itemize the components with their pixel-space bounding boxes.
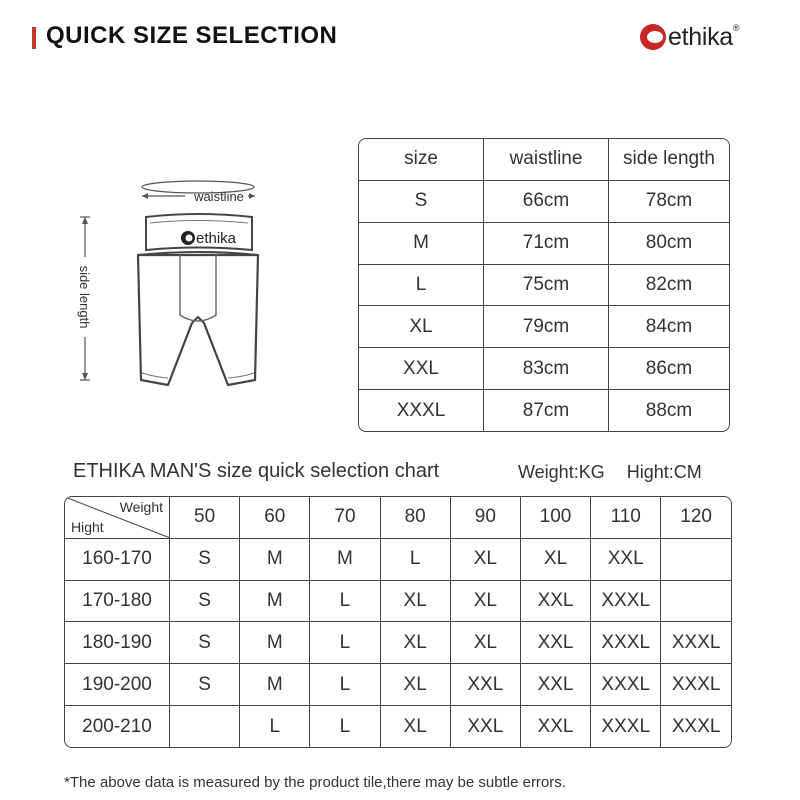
- size-recommendation-cell: L: [240, 706, 310, 747]
- size-recommendation-cell: M: [240, 664, 310, 706]
- header-accent-bar: [32, 27, 36, 49]
- table-row: [65, 664, 731, 706]
- side-length-cell: 78cm: [609, 180, 730, 222]
- size-recommendation-cell: [661, 538, 731, 580]
- table-row: [359, 264, 729, 306]
- height-range-cell: 200-210: [65, 706, 170, 747]
- size-recommendation-cell: XXXL: [661, 622, 731, 664]
- product-diagram: [70, 175, 320, 390]
- size-recommendation-cell: XXL: [520, 622, 590, 664]
- waistband-logo-text: ethika: [196, 230, 237, 247]
- weight-header: 100: [520, 497, 590, 538]
- size-recommendation-cell: L: [310, 664, 380, 706]
- size-recommendation-cell: S: [170, 622, 240, 664]
- size-recommendation-cell: XXL: [450, 664, 520, 706]
- size-recommendation-cell: S: [170, 664, 240, 706]
- column-header: waistline: [484, 139, 609, 180]
- corner-header-cell: [65, 497, 170, 538]
- weight-header: 120: [661, 497, 731, 538]
- size-recommendation-cell: XXL: [520, 580, 590, 622]
- size-recommendation-cell: M: [240, 622, 310, 664]
- quick-selection-table: [64, 496, 732, 748]
- size-recommendation-cell: L: [310, 580, 380, 622]
- size-recommendation-cell: L: [380, 538, 450, 580]
- table-row: [359, 348, 729, 390]
- side-length-cell: 80cm: [609, 222, 730, 264]
- size-cell: XXL: [359, 348, 484, 390]
- corner-weight-label: Weight: [119, 499, 163, 515]
- column-header: side length: [609, 139, 730, 180]
- size-recommendation-cell: XL: [380, 580, 450, 622]
- table-header-row: [65, 497, 731, 538]
- size-recommendation-cell: S: [170, 580, 240, 622]
- brand-logo: [640, 20, 739, 54]
- size-cell: M: [359, 222, 484, 264]
- size-recommendation-cell: XXXL: [591, 664, 661, 706]
- table-row: [359, 306, 729, 348]
- units-legend: [518, 462, 724, 483]
- table-row: [65, 580, 731, 622]
- table-row: [359, 222, 729, 264]
- size-recommendation-cell: XXXL: [661, 706, 731, 747]
- size-recommendation-cell: XXXL: [591, 622, 661, 664]
- corner-hight-label: Hight: [71, 518, 104, 535]
- size-recommendation-cell: XL: [380, 622, 450, 664]
- logo-text: ethika®: [668, 22, 740, 51]
- weight-unit-label: Weight:KG: [518, 462, 605, 482]
- table-row: [359, 390, 729, 431]
- height-range-cell: 170-180: [65, 580, 170, 622]
- size-measurement-table: [358, 138, 730, 432]
- weight-header: 60: [240, 497, 310, 538]
- size-recommendation-cell: XXL: [450, 706, 520, 747]
- side-length-cell: 82cm: [609, 264, 730, 306]
- size-recommendation-cell: XL: [380, 664, 450, 706]
- size-recommendation-cell: M: [240, 538, 310, 580]
- size-recommendation-cell: XXL: [520, 664, 590, 706]
- size-recommendation-cell: L: [310, 706, 380, 747]
- weight-header: 110: [591, 497, 661, 538]
- weight-header: 90: [450, 497, 520, 538]
- table-header-row: [359, 139, 729, 180]
- weight-header: 50: [170, 497, 240, 538]
- boxer-brief-illustration: [70, 175, 320, 390]
- weight-header: 70: [310, 497, 380, 538]
- size-recommendation-cell: [170, 706, 240, 747]
- waistline-label: waistline: [194, 189, 244, 204]
- table-row: [65, 622, 731, 664]
- side-length-label: side length: [77, 265, 92, 329]
- waistline-cell: 87cm: [484, 390, 609, 431]
- waistline-cell: 75cm: [484, 264, 609, 306]
- column-header: size: [359, 139, 484, 180]
- size-recommendation-cell: M: [240, 580, 310, 622]
- waistline-cell: 83cm: [484, 348, 609, 390]
- height-range-cell: 190-200: [65, 664, 170, 706]
- size-recommendation-cell: XL: [450, 622, 520, 664]
- height-range-cell: 160-170: [65, 538, 170, 580]
- size-cell: L: [359, 264, 484, 306]
- waistline-cell: 66cm: [484, 180, 609, 222]
- page-title: QUICK SIZE SELECTION: [46, 22, 338, 49]
- size-recommendation-cell: L: [310, 622, 380, 664]
- size-cell: XXXL: [359, 390, 484, 431]
- waistline-cell: 79cm: [484, 306, 609, 348]
- size-recommendation-cell: XL: [380, 706, 450, 747]
- side-length-cell: 84cm: [609, 306, 730, 348]
- quick-chart-title: ETHIKA MAN'S size quick selection chart: [73, 460, 440, 482]
- size-recommendation-cell: XXXL: [661, 664, 731, 706]
- size-recommendation-cell: M: [310, 538, 380, 580]
- size-recommendation-cell: XXXL: [591, 580, 661, 622]
- logo-mark-icon: [640, 24, 666, 50]
- table-row: [65, 538, 731, 580]
- height-unit-label: Hight:CM: [626, 462, 702, 482]
- size-recommendation-cell: XL: [450, 580, 520, 622]
- waistline-cell: 71cm: [484, 222, 609, 264]
- table-row: [359, 180, 729, 222]
- side-length-cell: 86cm: [609, 348, 730, 390]
- size-cell: XL: [359, 306, 484, 348]
- size-recommendation-cell: XXL: [520, 706, 590, 747]
- size-recommendation-cell: XXL: [591, 538, 661, 580]
- weight-header: 80: [380, 497, 450, 538]
- size-cell: S: [359, 180, 484, 222]
- size-recommendation-cell: S: [170, 538, 240, 580]
- table-row: [65, 706, 731, 747]
- side-length-cell: 88cm: [609, 390, 730, 431]
- size-recommendation-cell: XL: [520, 538, 590, 580]
- size-recommendation-cell: [661, 580, 731, 622]
- height-range-cell: 180-190: [65, 622, 170, 664]
- size-recommendation-cell: XXXL: [591, 706, 661, 747]
- footnote: *The above data is measured by the product tile,there may be subtle errors.: [64, 774, 566, 791]
- size-recommendation-cell: XL: [450, 538, 520, 580]
